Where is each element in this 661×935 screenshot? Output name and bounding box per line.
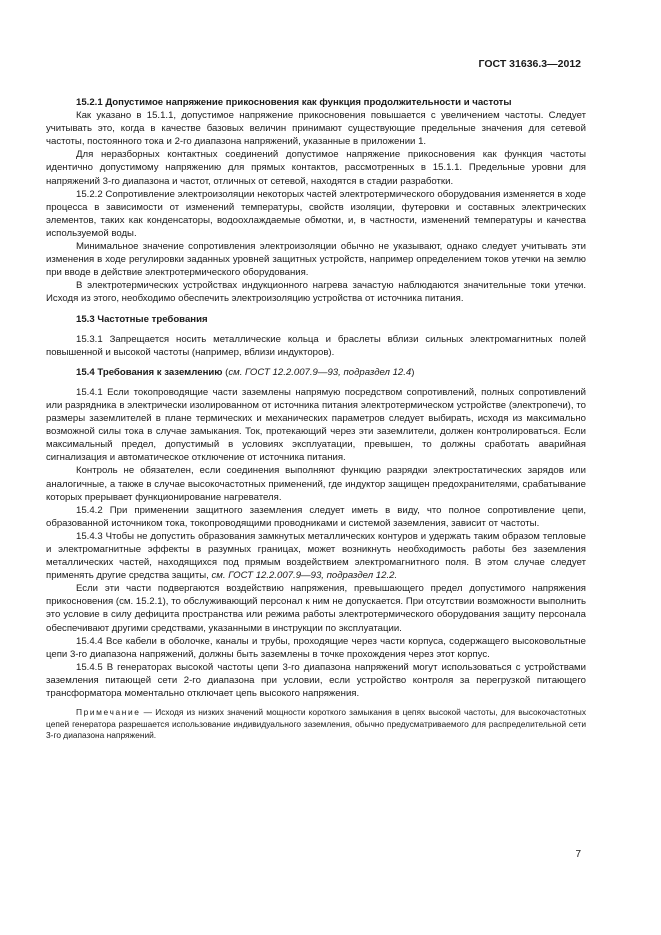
paragraph: В электротермических устройствах индукционного нагрева зачастую наблюдаются значительные токи утечки. Исходя из этого, необходимо обеспечить электроизоляцию устройства от источника питания. — [46, 280, 586, 305]
paragraph-text: 15.4.3 Чтобы не допустить образования замкнутых металлических контуров и удержать таким образом тепловые и электромагнитные эффекты в разумных границах, может возникнуть необходимость работы без заземления металлических частей, находящихся под прямым воздействием электромагнитного поля. В этом случае следует применять другие средства защиты, — [46, 530, 586, 582]
page-number: 7 — [575, 849, 581, 860]
heading-ref-close: ) — [411, 366, 415, 378]
document-id: ГОСТ 31636.3—2012 — [478, 58, 581, 70]
section-heading-15-2-1: 15.2.1 Допустимое напряжение прикосновения как функция продолжительности и частоты — [76, 97, 512, 108]
paragraph: Контроль не обязателен, если соединения выполняют функцию разрядки электростатических зарядов или аналогичные, а также в случае высокочастотных применений, где индуктор защищен предохранителями, срабатывание которых прерывает функционирование нагревателя. — [46, 465, 586, 503]
paragraph: 15.4.2 При применении защитного заземления следует иметь в виду, что полное сопротивление цепи, образованной источником тока, токопроводящими проводниками и системой заземления, зависит от частоты. — [46, 504, 586, 529]
paragraph: 15.3.1 Запрещается носить металлические кольца и браслеты вблизи сильных электромагнитных полей повышенной и высокой частоты (например, вблизи индукторов). — [46, 333, 586, 358]
section-heading-15-4 — [46, 366, 586, 379]
section-heading-text: 15.4 Требования к заземлению — [76, 366, 223, 378]
paragraph — [46, 530, 586, 582]
paragraph: Если эти части подвергаются воздействию напряжения, превышающего предел допустимого напряжения прикосновения (см. 15.2.1), то обслуживающий персонал к ним не допускается. При отсутствии возможности выполнить это условие в силу дефицита пространства или режима работы электротермического оборудования защиту персонала обеспечивают другими средствами, указанными в инструкции по эксплуатации. — [46, 583, 586, 634]
paragraph: 15.4.5 В генераторах высокой частоты цепи 3-го диапазона напряжений могут использоваться с устройствами заземления питающей сети 2-го диапазона при условии, если устройство контроля за перегрузкой питающего трансформатора моментально отключает цепь высокого напряжения. — [46, 661, 586, 700]
paragraph: 15.2.2 Сопротивление электроизоляции некоторых частей электротермического оборудования изменяется в ходе процесса в зависимости от изменений температуры, свойств изоляции, футеровки и составных электрических элементов, таких как конденсаторы, водоохлаждаемые обмотки, и, в частности, изменений температуры и качества используемой воды. — [46, 188, 586, 239]
standard-reference: см. ГОСТ 12.2.007.9—93, подраздел 12.4 — [228, 366, 412, 378]
standard-reference: см. ГОСТ 12.2.007.9—93, подраздел 12.2. — [211, 570, 398, 582]
heading-ref-open: ( — [225, 366, 229, 378]
note-label: Примечание — [76, 707, 141, 718]
note-text: Исходя из низких значений мощности короткого замыкания в цепях высокой частоты, для высокочастотных цепей генератора разрешается использование индивидуального заземления, обычно предусматриваемого для распределительной сети 3-го диапазона напряжений. — [46, 707, 587, 741]
paragraph: 15.4.4 Все кабели в оболочке, каналы и трубы, проходящие через части корпуса, содержащего высоковольтные цепи 3-го диапазона напряжений, должны быть заземлены в точке прохождения через этот корпус. — [46, 635, 586, 660]
paragraph: Для неразборных контактных соединений допустимое напряжение прикосновения как функция частоты идентично допустимому напряжению для прямых контактов, рассмотренных в 15.1.1. Предельные уровни для напряжений 3-го диапазона и частот, отличных от сетевой, находятся в стадии разработки. — [46, 149, 586, 187]
section-heading-15-3: 15.3 Частотные требования — [76, 313, 208, 325]
paragraph: Минимальное значение сопротивления электроизоляции обычно не указывают, однако следует учитывать эти изменения в ходе регулировки заданных уровней защитных устройств, например определением токов утечки на землю при вводе в действие электротермического оборудования. — [46, 241, 586, 279]
note-dash: — — [140, 707, 156, 718]
document-body — [46, 96, 586, 742]
paragraph: 15.4.1 Если токопроводящие части заземлены напрямую посредством сопротивлений, полных сопротивлений или разрядника в электрически изолированном от источника питания электротермическом устройстве (электропечи), то размеры заземлителей в плане термических и механических параметров следует выбирать, исходя из максимально возможной силы тока в случае замыкания. Ток, протекающий через эти заземлители, должен контролироваться. Если максимальный предел, допустимый в условиях эксплуатации, превышен, то должны сработать аварийная сигнализация и автоматическое отключение от источника питания. — [46, 386, 586, 464]
note — [46, 707, 586, 742]
paragraph: Как указано в 15.1.1, допустимое напряжение прикосновения повышается с увеличением частоты. Следует учитывать это, когда в качестве базовых величин принимают существующие предельные значения для сетевой частоты, постоянного тока и 2-го диапазона напряжений, указанные в приложении 1. — [46, 110, 586, 148]
